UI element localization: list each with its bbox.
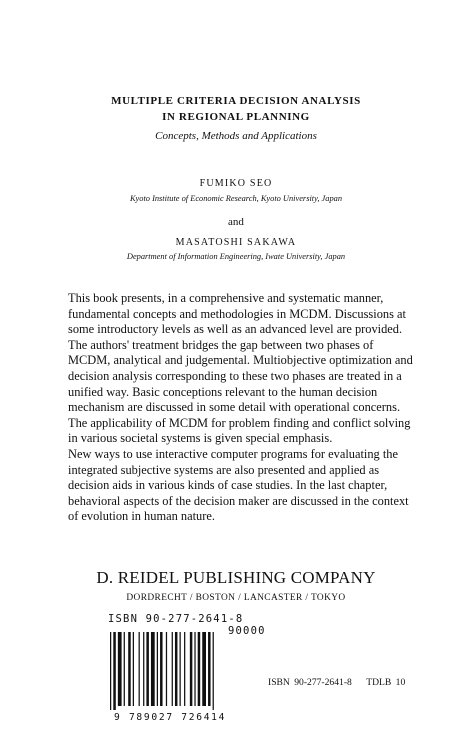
isbn-number: ISBN 90-277-2641-8 (268, 677, 352, 688)
barcode-bar (175, 632, 178, 706)
barcode-bar (194, 632, 195, 706)
barcode-bar (172, 632, 173, 706)
barcode-bar (184, 632, 185, 706)
barcode-bar (213, 632, 214, 710)
book-title-line1: MULTIPLE CRITERIA DECISION ANALYSIS (111, 95, 361, 107)
barcode-bar (202, 632, 206, 706)
blurb-paragraph-1: This book presents, in a comprehensive and systematic manner, fundamental concepts and methodologies in MCDM. Discussions at some introductory levels as well as an advanced level are provided. The authors' treatment bridges the gap between two phases of MCDM, analytical and judgemental. Multiobjective optimization and decision analysis corresponding to these two phases are treated in a unified way. Basic conceptions relevant to the human decision mechanism are discussed in some detail with operational concerns. The applicability of MCDM for problem finding and conflict solving in various societal systems is given special emphasis. (68, 291, 413, 446)
barcode-bar (113, 632, 116, 710)
barcode-bar (110, 632, 111, 710)
barcode-bar (146, 632, 149, 706)
barcode-bar (160, 632, 163, 706)
publisher-cities: DORDRECHT / BOSTON / LANCASTER / TOKYO (126, 593, 346, 603)
barcode-price-code: 90000 (228, 625, 266, 637)
barcode-bar (166, 632, 167, 706)
barcode-ean-digits: 9 789027 726414 (114, 712, 227, 723)
barcode-bar (208, 632, 211, 706)
author-conjunction: and (228, 216, 244, 228)
barcode-bar (118, 632, 122, 706)
author1-name: FUMIKO SEO (199, 178, 273, 189)
barcode-bar (133, 632, 134, 706)
barcode-bar (151, 632, 155, 706)
barcode-bar (124, 632, 125, 706)
barcode-bar (139, 632, 140, 706)
book-title-line2: IN REGIONAL PLANNING (162, 111, 310, 123)
author1-affiliation: Kyoto Institute of Economic Research, Kyoto University, Japan (129, 194, 343, 203)
book-subtitle: Concepts, Methods and Applications (155, 130, 317, 142)
author2-affiliation: Department of Information Engineering, Iwate University, Japan (126, 252, 346, 261)
barcode-image (108, 632, 258, 710)
blurb (68, 291, 414, 525)
isbn-info (268, 677, 405, 688)
barcode-bar (180, 632, 181, 706)
series-code: TDLB 10 (366, 677, 406, 688)
barcode-bar (190, 632, 193, 706)
barcode-bar (198, 632, 201, 706)
barcode-isbn-label: ISBN 90-277-2641-8 (108, 613, 244, 625)
barcode-bar (128, 632, 131, 706)
publisher-name: D. REIDEL PUBLISHING COMPANY (96, 568, 376, 587)
book-title (0, 93, 472, 125)
blurb-paragraph-2: New ways to use interactive computer programs for evaluating the integrated subjective systems are also presented and applied as decision aids in various kinds of case studies. In the last chapter, behavioral aspects of the decision maker are discussed in the context of evolution in human nature. (68, 446, 409, 524)
author2-name: MASATOSHI SAKAWA (175, 237, 297, 248)
barcode-bar (143, 632, 144, 706)
barcode-bar (157, 632, 158, 706)
